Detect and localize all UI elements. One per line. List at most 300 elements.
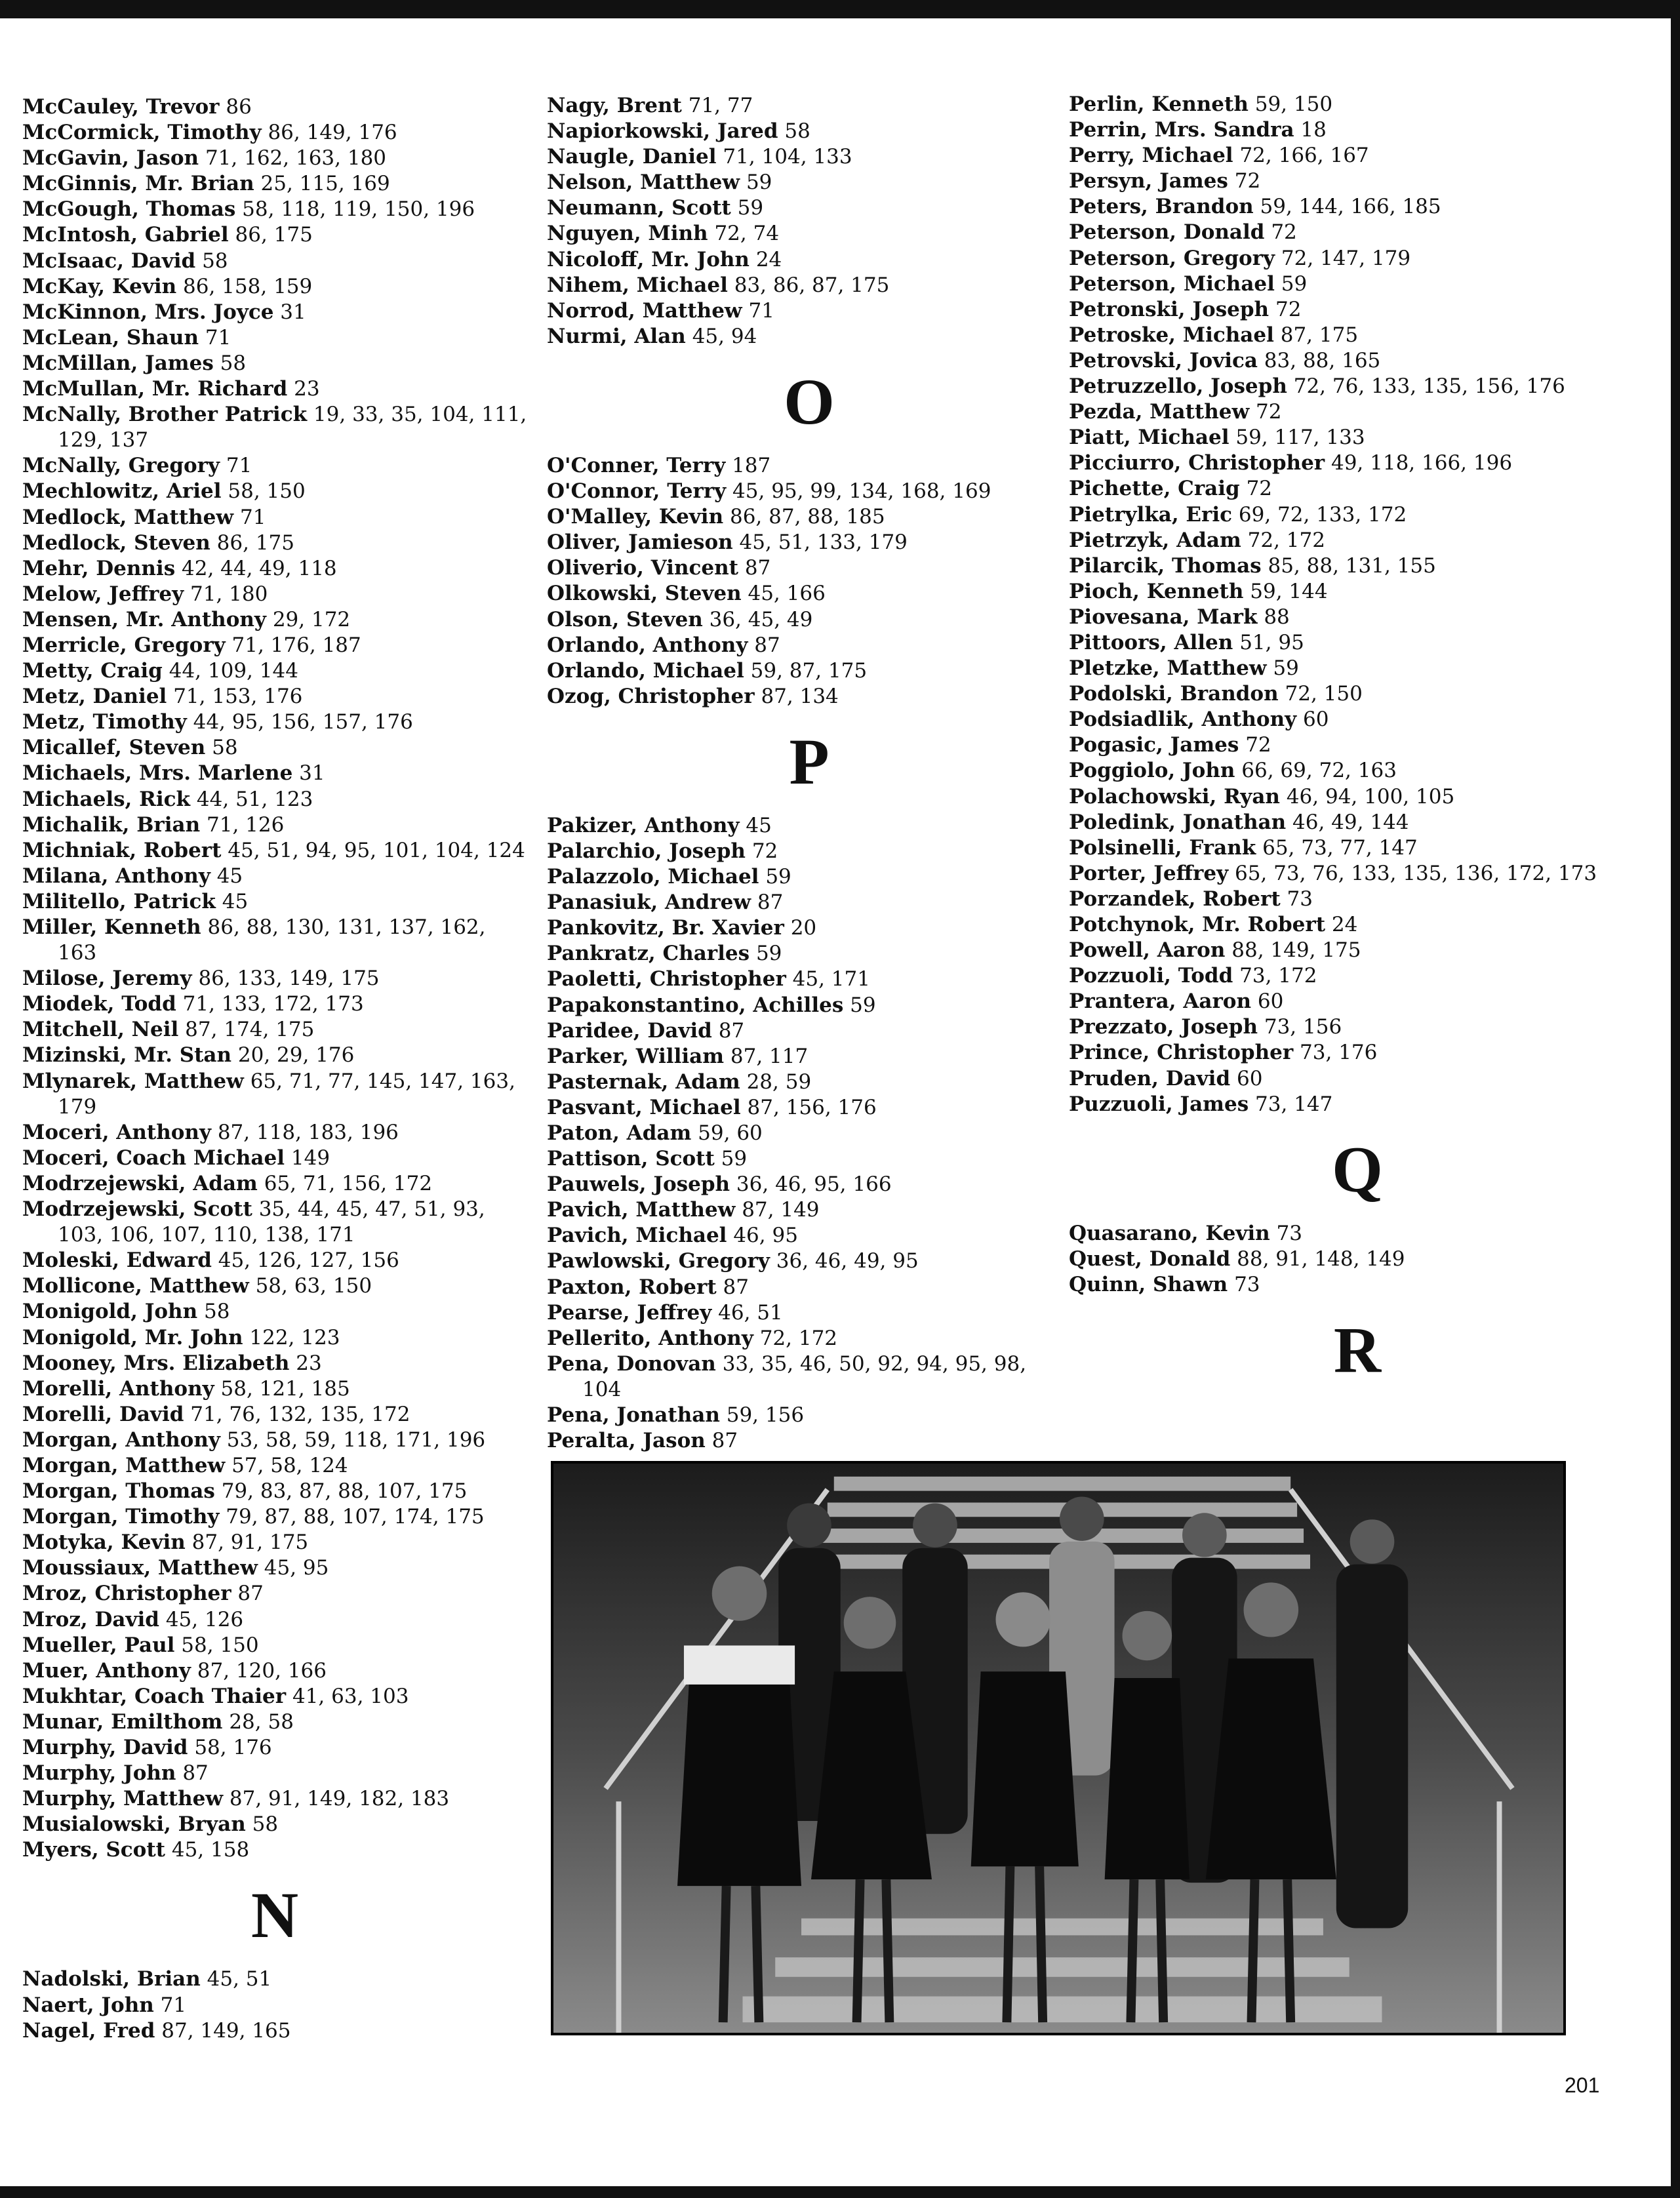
entry-pages: 58 <box>784 119 810 144</box>
entry-pages: 59 <box>1281 271 1308 296</box>
entry-pages: 72 <box>1234 169 1261 193</box>
entry-pages: 87, 91, 149, 182, 183 <box>229 1787 450 1811</box>
entry-name: Puzzuoli, James <box>1069 1092 1249 1116</box>
index-entry <box>1069 169 1646 194</box>
entry-pages: 59 <box>746 170 772 195</box>
entry-pages: 86, 87, 88, 185 <box>729 505 885 529</box>
entry-name: McIsaac, David <box>22 249 196 273</box>
entry-name: Piatt, Michael <box>1069 426 1230 450</box>
entry-pages: 25, 115, 169 <box>260 172 390 196</box>
entry-name: Naugle, Daniel <box>547 145 717 169</box>
entry-pages: 46, 94, 100, 105 <box>1286 784 1455 809</box>
entry-pages: 87, 174, 175 <box>185 1018 315 1042</box>
group-photo-image <box>553 1464 1563 2033</box>
entry-pages: 122, 123 <box>249 1325 340 1349</box>
index-entry <box>22 479 527 504</box>
entry-pages: 88, 91, 148, 149 <box>1237 1247 1405 1271</box>
index-entry <box>22 966 527 991</box>
entry-pages: 87 <box>237 1582 264 1606</box>
entry-name: Mehr, Dennis <box>22 556 176 580</box>
entry-name: Quinn, Shawn <box>1069 1272 1228 1296</box>
entry-pages: 60 <box>1302 708 1329 732</box>
index-entry <box>22 1325 527 1351</box>
entry-name: Medlock, Steven <box>22 530 210 555</box>
index-entry <box>1069 989 1646 1014</box>
entry-pages: 59, 156 <box>726 1403 805 1428</box>
entry-name: McKay, Kevin <box>22 274 177 298</box>
entry-name: Musialowski, Bryan <box>22 1812 246 1837</box>
entry-name: Nurmi, Alan <box>547 324 686 348</box>
index-entry <box>547 1351 1071 1403</box>
entry-pages: 73, 172 <box>1239 964 1317 988</box>
entry-name: Morgan, Anthony <box>22 1428 220 1452</box>
index-entry <box>1069 681 1646 707</box>
entry-name: Pankratz, Charles <box>547 942 750 966</box>
entry-pages: 20, 29, 176 <box>237 1043 355 1068</box>
entry-pages: 45, 126 <box>165 1607 244 1631</box>
entry-name: Oliver, Jamieson <box>547 530 733 555</box>
entry-pages: 45 <box>216 864 243 888</box>
index-entry <box>22 582 527 607</box>
entry-pages: 58 <box>202 249 228 273</box>
entry-pages: 45, 126, 127, 156 <box>218 1249 399 1273</box>
entry-name: Nguyen, Minh <box>547 222 708 246</box>
entry-pages: 45 <box>222 889 249 913</box>
entry-name: Panasiuk, Andrew <box>547 890 751 915</box>
index-entry <box>547 581 1071 607</box>
entry-pages: 72, 166, 167 <box>1239 144 1369 168</box>
entry-name: Petruzzello, Joseph <box>1069 374 1287 399</box>
index-entry <box>22 787 527 812</box>
entry-name: McGavin, Jason <box>22 146 199 170</box>
index-entry <box>1069 630 1646 656</box>
entry-pages: 87, 149 <box>742 1198 820 1222</box>
entry-name: Pietrzyk, Adam <box>1069 528 1241 552</box>
entry-name: O'Malley, Kevin <box>547 505 724 529</box>
entry-name: Medlock, Matthew <box>22 505 234 529</box>
entry-name: Munar, Emilthom <box>22 1709 223 1734</box>
index-entry <box>1069 92 1646 117</box>
entry-pages: 71 <box>160 1993 187 2017</box>
entry-name: Murphy, David <box>22 1736 188 1759</box>
entry-pages: 87, 120, 166 <box>197 1658 327 1683</box>
section-letter-o: O <box>784 365 835 438</box>
index-entry <box>547 813 1071 839</box>
entry-name: Orlando, Anthony <box>547 633 748 657</box>
index-entry <box>1069 220 1646 245</box>
entry-name: Paoletti, Christopher <box>547 967 786 991</box>
index-entry <box>22 274 527 300</box>
entry-name: Moleski, Edward <box>22 1249 212 1273</box>
index-entry <box>22 1376 527 1402</box>
entry-name: Mitchell, Neil <box>22 1018 179 1042</box>
index-entry <box>1069 323 1646 348</box>
index-entry <box>547 273 1071 298</box>
index-entry <box>1069 579 1646 605</box>
entry-pages: 45, 166 <box>748 582 826 606</box>
index-entry <box>22 1043 527 1068</box>
index-entry <box>1069 605 1646 630</box>
entry-name: Porter, Jeffrey <box>1069 861 1229 885</box>
entry-name: Poledink, Jonathan <box>1069 810 1287 834</box>
entry-pages: 87, 156, 176 <box>747 1095 877 1119</box>
entry-name: Perlin, Kenneth <box>1069 92 1249 116</box>
entry-name: Pasvant, Michael <box>547 1095 741 1119</box>
entry-name: Motyka, Kevin <box>22 1530 186 1555</box>
entry-pages: 69, 72, 133, 172 <box>1238 502 1407 527</box>
entry-pages: 60 <box>1237 1066 1263 1090</box>
entry-pages: 36, 46, 49, 95 <box>776 1249 919 1273</box>
section-letter-q: Q <box>1332 1132 1383 1206</box>
index-entry <box>547 324 1071 350</box>
entry-name: Metz, Timothy <box>22 710 187 734</box>
index-entry <box>547 144 1071 170</box>
index-entry <box>547 1018 1071 1044</box>
index-entry <box>22 530 527 556</box>
section-letter-p: P <box>789 725 830 798</box>
entry-pages: 65, 71, 77, 145, 147, 163, 179 <box>58 1069 515 1119</box>
index-entry <box>22 1273 527 1299</box>
index-entry <box>1069 528 1646 553</box>
entry-pages: 83, 88, 165 <box>1264 348 1381 372</box>
index-entry <box>22 120 527 146</box>
index-entry <box>1069 732 1646 758</box>
index-entry <box>22 658 527 684</box>
entry-pages: 72 <box>1245 733 1271 757</box>
entry-name: Nagy, Brent <box>547 94 682 117</box>
entry-pages: 23 <box>296 1351 322 1375</box>
entry-pages: 87 <box>744 556 771 580</box>
entry-pages: 49, 118, 166, 196 <box>1330 451 1513 475</box>
entry-name: Petroske, Michael <box>1069 323 1274 347</box>
index-entry <box>22 1453 527 1479</box>
entry-pages: 87, 91, 175 <box>191 1530 309 1555</box>
index-entry <box>1069 656 1646 681</box>
index-entry <box>547 221 1071 247</box>
index-entry <box>1069 963 1646 989</box>
entry-pages: 87 <box>723 1275 749 1299</box>
entry-pages: 87, 175 <box>1280 323 1359 347</box>
index-entry <box>22 1837 527 1863</box>
index-entry <box>22 812 527 838</box>
entry-pages: 72, 172 <box>759 1326 838 1350</box>
entry-pages: 72, 147, 179 <box>1281 246 1411 270</box>
entry-name: Miller, Kenneth <box>22 915 201 939</box>
entry-name: Micallef, Steven <box>22 736 206 760</box>
entry-pages: 71, 133, 172, 173 <box>182 992 364 1016</box>
entry-name: Paridee, David <box>547 1018 712 1043</box>
index-entry <box>547 170 1071 195</box>
entry-name: O'Connor, Terry <box>547 479 727 504</box>
entry-name: Porzandek, Robert <box>1069 887 1281 911</box>
entry-name: Pearse, Jeffrey <box>547 1300 712 1325</box>
index-entry <box>1069 194 1646 220</box>
index-entry <box>1069 425 1646 450</box>
entry-pages: 28, 58 <box>229 1709 294 1734</box>
entry-name: McIntosh, Gabriel <box>22 223 229 247</box>
index-entry <box>1069 835 1646 861</box>
entry-pages: 35, 44, 45, 47, 51, 93, 103, 106, 107, 110, 138, 171 <box>58 1197 485 1247</box>
entry-name: McGough, Thomas <box>22 197 236 222</box>
entry-name: Napiorkowski, Jared <box>547 119 778 144</box>
index-entry <box>547 1275 1071 1300</box>
index-entry <box>547 1403 1071 1428</box>
entry-pages: 24 <box>1331 913 1358 936</box>
index-entry <box>22 1197 527 1248</box>
page-number: 201 <box>1565 2073 1600 2097</box>
index-entry <box>22 1017 527 1043</box>
entry-pages: 65, 71, 156, 172 <box>264 1171 433 1195</box>
index-entry <box>547 658 1071 684</box>
entry-name: Pioch, Kenneth <box>1069 579 1244 603</box>
index-entry <box>1069 1092 1646 1117</box>
entry-name: McGinnis, Mr. Brian <box>22 172 254 196</box>
entry-name: Palazzolo, Michael <box>547 865 759 889</box>
scan-border-bottom <box>0 2186 1680 2198</box>
entry-name: Picciurro, Christopher <box>1069 451 1325 475</box>
entry-pages: 83, 86, 87, 175 <box>734 273 890 297</box>
entry-name: Mollicone, Matthew <box>22 1274 249 1298</box>
entry-pages: 79, 87, 88, 107, 174, 175 <box>226 1505 485 1529</box>
entry-name: Paton, Adam <box>547 1121 692 1145</box>
entry-name: Nadolski, Brian <box>22 1967 201 1991</box>
index-entry <box>1069 758 1646 784</box>
index-entry <box>547 453 1071 479</box>
entry-pages: 87 <box>757 890 784 915</box>
entry-pages: 71, 162, 163, 180 <box>205 146 387 170</box>
index-entry <box>22 556 527 582</box>
entry-name: Pena, Donovan <box>547 1351 716 1376</box>
entry-pages: 71 <box>748 298 774 323</box>
entry-pages: 58 <box>252 1812 279 1837</box>
entry-pages: 187 <box>732 453 771 477</box>
entry-name: Pellerito, Anthony <box>547 1326 753 1350</box>
index-entry <box>22 1786 527 1812</box>
index-entry <box>22 1993 527 2018</box>
entry-name: McMillan, James <box>22 351 214 375</box>
entry-pages: 71, 180 <box>190 582 268 606</box>
entry-pages: 87 <box>754 633 780 657</box>
entry-name: Mooney, Mrs. Elizabeth <box>22 1351 290 1375</box>
entry-name: Quasarano, Kevin <box>1069 1221 1270 1245</box>
entry-pages: 73 <box>1287 887 1313 911</box>
entry-pages: 41, 63, 103 <box>292 1684 409 1708</box>
entry-name: Pietrylka, Eric <box>1069 502 1233 527</box>
entry-pages: 51, 95 <box>1239 630 1304 654</box>
entry-pages: 45, 158 <box>171 1838 250 1862</box>
entry-pages: 46, 95 <box>733 1224 798 1248</box>
index-entry <box>1069 117 1646 143</box>
entry-pages: 71 <box>226 454 252 478</box>
index-entry <box>1069 502 1646 528</box>
entry-pages: 33, 35, 46, 50, 92, 94, 95, 98, 104 <box>582 1351 1027 1401</box>
entry-name: Podsiadlik, Anthony <box>1069 708 1297 732</box>
entry-name: Miodek, Todd <box>22 992 176 1016</box>
entry-pages: 36, 45, 49 <box>709 607 813 631</box>
entry-name: Moussiaux, Matthew <box>22 1556 258 1580</box>
entry-name: Pogasic, James <box>1069 733 1239 757</box>
entry-name: Ozog, Christopher <box>547 684 755 708</box>
entry-pages: 46, 51 <box>718 1300 783 1325</box>
index-entry <box>22 1248 527 1273</box>
index-entry <box>22 1504 527 1530</box>
entry-pages: 58, 150 <box>181 1633 259 1657</box>
index-entry <box>22 1812 527 1837</box>
entry-pages: 72 <box>751 839 778 863</box>
entry-pages: 19, 33, 35, 104, 111, 129, 137 <box>58 403 527 452</box>
entry-pages: 73 <box>1234 1272 1260 1296</box>
entry-pages: 60 <box>1257 989 1284 1014</box>
entry-name: Petronski, Joseph <box>1069 297 1270 321</box>
entry-pages: 66, 69, 72, 163 <box>1241 759 1397 783</box>
entry-name: McMullan, Mr. Richard <box>22 377 288 401</box>
entry-name: Mukhtar, Coach Thaier <box>22 1684 287 1708</box>
entry-pages: 53, 58, 59, 118, 171, 196 <box>226 1428 486 1452</box>
index-entry <box>547 1326 1071 1351</box>
entry-name: Pavich, Michael <box>547 1224 727 1248</box>
index-entry <box>547 479 1071 504</box>
index-entry <box>547 504 1071 530</box>
entry-pages: 72, 150 <box>1285 682 1363 706</box>
entry-pages: 59 <box>765 865 791 889</box>
scan-border-right <box>1671 0 1680 2198</box>
entry-pages: 72 <box>1275 297 1302 321</box>
entry-pages: 59, 60 <box>698 1121 763 1145</box>
index-entry <box>22 351 527 376</box>
entry-pages: 72, 74 <box>714 222 780 246</box>
entry-pages: 71, 153, 176 <box>173 685 303 709</box>
entry-name: Modrzejewski, Scott <box>22 1197 252 1222</box>
entry-name: Pittoors, Allen <box>1069 630 1233 654</box>
entry-name: Persyn, James <box>1069 169 1228 193</box>
entry-name: McLean, Shaun <box>22 325 199 350</box>
index-entry <box>22 864 527 889</box>
index-entry <box>1069 1272 1646 1298</box>
index-entry <box>22 1299 527 1325</box>
entry-name: Milose, Jeremy <box>22 967 192 991</box>
entry-name: Oliverio, Vincent <box>547 556 738 580</box>
index-entry <box>22 1171 527 1197</box>
entry-pages: 59, 87, 175 <box>750 658 868 683</box>
entry-pages: 88, 149, 175 <box>1231 938 1361 963</box>
entry-pages: 59, 144 <box>1250 579 1328 603</box>
entry-pages: 45, 51, 133, 179 <box>739 530 908 555</box>
entry-pages: 42, 44, 49, 118 <box>182 556 337 580</box>
entry-name: Milana, Anthony <box>22 864 210 888</box>
entry-pages: 87, 149, 165 <box>161 2018 291 2043</box>
entry-name: Perrin, Mrs. Sandra <box>1069 118 1294 142</box>
entry-pages: 71, 104, 133 <box>723 145 852 169</box>
index-entry <box>1069 143 1646 169</box>
entry-pages: 72 <box>1271 220 1297 245</box>
index-column-1 <box>22 94 527 2044</box>
index-entry <box>22 197 527 222</box>
entry-name: Petrovski, Jovica <box>1069 348 1258 372</box>
index-entry <box>547 1300 1071 1326</box>
entry-pages: 45, 95, 99, 134, 168, 169 <box>732 479 991 504</box>
index-entry <box>547 1197 1071 1223</box>
entry-name: Monigold, John <box>22 1300 198 1324</box>
index-entry <box>22 402 527 453</box>
index-entry <box>22 146 527 171</box>
index-entry <box>547 915 1071 941</box>
entry-pages: 45, 51 <box>207 1967 272 1991</box>
index-entry <box>22 1967 527 1992</box>
index-entry <box>1069 374 1646 399</box>
entry-name: Metz, Daniel <box>22 685 167 709</box>
entry-name: Pankovitz, Br. Xavier <box>547 916 784 940</box>
index-entry <box>22 1709 527 1735</box>
index-entry <box>1069 938 1646 963</box>
entry-name: Pozzuoli, Todd <box>1069 964 1233 988</box>
entry-pages: 58, 176 <box>194 1736 272 1759</box>
entry-pages: 86, 158, 159 <box>183 274 313 298</box>
index-entry <box>547 530 1071 555</box>
index-entry <box>1069 887 1646 912</box>
entry-name: Morgan, Timothy <box>22 1505 220 1529</box>
index-entry <box>22 684 527 709</box>
entry-pages: 87, 134 <box>761 684 839 708</box>
index-entry <box>547 298 1071 324</box>
index-entry <box>547 1069 1071 1095</box>
index-entry <box>1069 1247 1646 1272</box>
index-entry <box>1069 784 1646 810</box>
entry-name: Pena, Jonathan <box>547 1403 720 1428</box>
entry-name: Pakizer, Anthony <box>547 813 740 837</box>
entry-name: Peters, Brandon <box>1069 195 1254 219</box>
index-entry <box>22 1555 527 1581</box>
index-column-3 <box>1069 92 1646 1401</box>
entry-name: Mlynarek, Matthew <box>22 1069 244 1093</box>
index-entry <box>22 1479 527 1504</box>
index-entry <box>1069 399 1646 425</box>
index-entry <box>1069 861 1646 887</box>
entry-pages: 23 <box>294 377 320 401</box>
entry-pages: 58, 121, 185 <box>220 1376 350 1401</box>
entry-pages: 71 <box>205 325 231 350</box>
index-entry <box>22 1581 527 1607</box>
entry-name: Parker, William <box>547 1044 725 1068</box>
index-entry <box>547 1095 1071 1121</box>
entry-pages: 87, 117 <box>730 1044 809 1068</box>
entry-name: Mechlowitz, Ariel <box>22 479 222 504</box>
entry-pages: 59, 117, 133 <box>1235 426 1365 450</box>
entry-name: Pilarcik, Thomas <box>1069 553 1262 578</box>
group-photo <box>551 1461 1566 2035</box>
index-entry <box>22 1428 527 1453</box>
index-entry <box>22 761 527 786</box>
index-entry <box>547 993 1071 1018</box>
entry-pages: 87 <box>711 1429 738 1453</box>
entry-name: Mroz, Christopher <box>22 1582 231 1606</box>
index-entry <box>1069 246 1646 271</box>
entry-name: Palarchio, Joseph <box>547 839 746 863</box>
index-entry <box>1069 297 1646 323</box>
index-entry <box>22 1633 527 1658</box>
entry-name: Paxton, Robert <box>547 1275 717 1299</box>
entry-name: Orlando, Michael <box>547 658 744 683</box>
entry-pages: 59 <box>1273 656 1299 681</box>
entry-pages: 86 <box>226 95 252 119</box>
index-entry <box>547 1428 1071 1454</box>
entry-pages: 36, 46, 95, 166 <box>736 1172 892 1197</box>
index-entry <box>547 1249 1071 1274</box>
index-entry <box>22 1120 527 1146</box>
entry-name: Neumann, Scott <box>547 196 731 220</box>
index-entry <box>547 633 1071 658</box>
entry-name: Pauwels, Joseph <box>547 1172 730 1197</box>
entry-name: Moceri, Anthony <box>22 1120 211 1144</box>
